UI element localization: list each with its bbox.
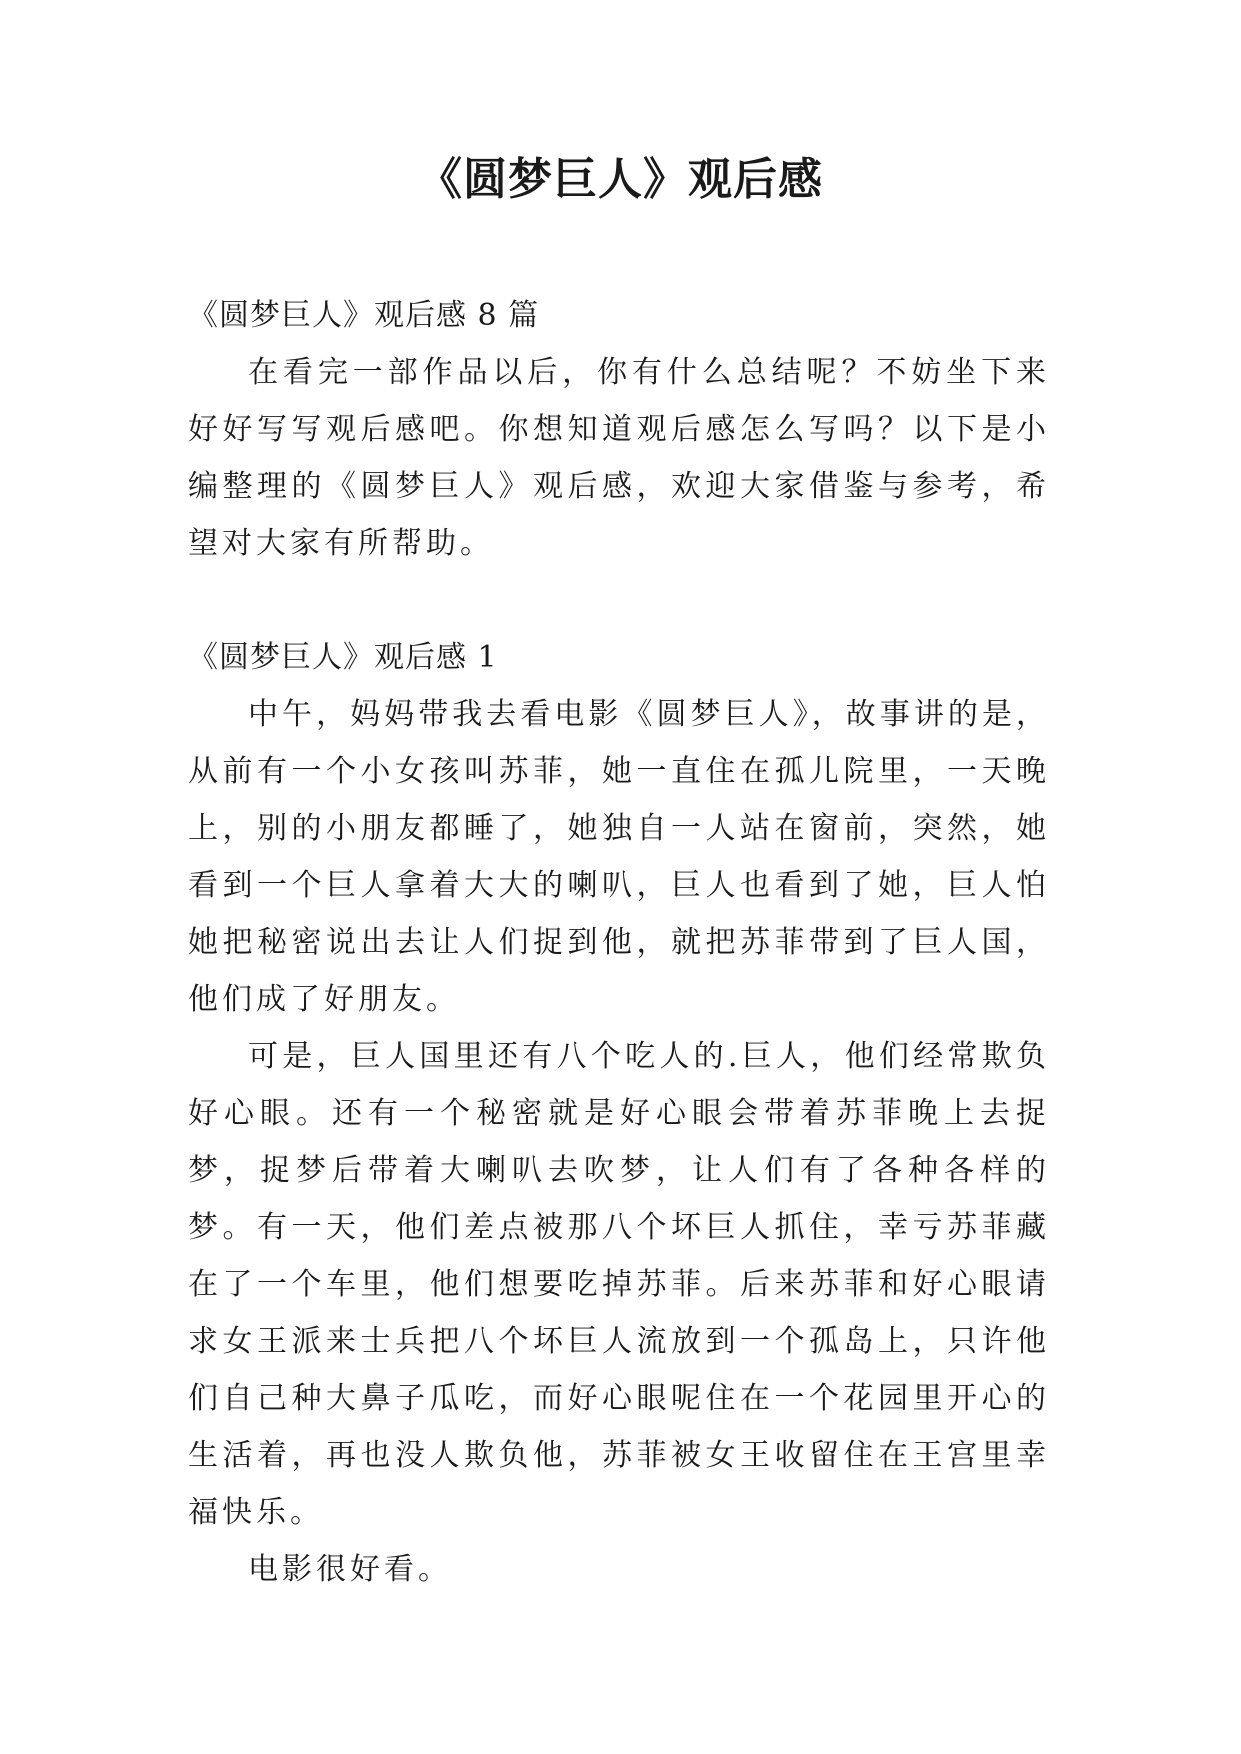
body-paragraph: 中午，妈妈带我去看电影《圆梦巨人》，故事讲的是，从前有一个小女孩叫苏菲，她一直住在孤儿院里，一天晚上，别的小朋友都睡了，她独自一人站在窗前，突然，她看到一个巨人拿着大大的喇叭，巨人也看到了她，巨人怕她把秘密说出去让人们捉到他，就把苏菲带到了巨人国，他们成了好朋友。 [188,697,1050,1017]
body-paragraph: 电影很好看。 [248,1552,452,1587]
document-title: 《圆梦巨人》观后感 [418,154,823,205]
intro-heading: 《圆梦巨人》观后感 8 篇 [188,298,540,333]
section-gap [188,572,1050,629]
body-paragraph: 可是，巨人国里还有八个吃人的.巨人，他们经常欺负好心眼。还有一个秘密就是好心眼会带着苏菲晚上去捉梦，捉梦后带着大喇叭去吹梦，让人们有了各种各样的梦。有一天，他们差点被那八个坏巨人抓住，幸亏苏菲藏在了一个车里，他们想要吃掉苏菲。后来苏菲和好心眼请求女王派来士兵把八个坏巨人流放到一个孤岛上，只许他们自己种大鼻子瓜吃，而好心眼呢住在一个花园里开心的生活着，再也没人欺负他，苏菲被女王收留住在王宫里幸福快乐。 [188,1039,1050,1530]
document-body [188,287,1050,1598]
intro-paragraph: 在看完一部作品以后，你有什么总结呢？不妨坐下来好好写写观后感吧。你想知道观后感怎么写吗？以下是小编整理的《圆梦巨人》观后感，欢迎大家借鉴与参考，希望对大家有所帮助。 [188,355,1050,561]
section-heading: 《圆梦巨人》观后感 1 [188,640,498,675]
